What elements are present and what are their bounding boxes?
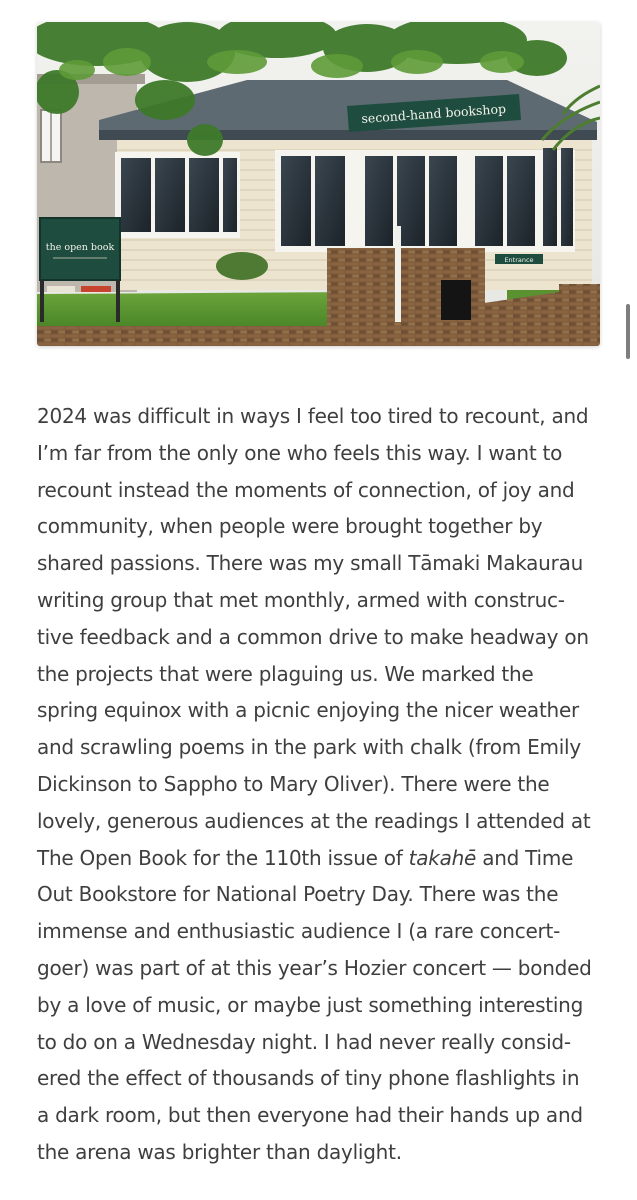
magazine-title: takahē bbox=[408, 845, 477, 870]
article-hero-image bbox=[37, 22, 600, 346]
article-line: the arena was brighter than daylight. bbox=[37, 1139, 402, 1164]
article-line: ered the effect of thousands of tiny phone flashlights in bbox=[37, 1066, 580, 1091]
article-line: recount instead the moments of connection, of joy and bbox=[37, 477, 575, 502]
article-line: shared passions. There was my small Tāmaki Makaurau bbox=[37, 551, 584, 576]
article-line: immense and enthusiastic audience I (a rare concert- bbox=[37, 919, 561, 944]
article-line: a dark room, but then everyone had their hands up and bbox=[37, 1103, 583, 1128]
article-line: community, when people were brought together by bbox=[37, 514, 543, 539]
article-line: lovely, generous audiences at the readings I attended at bbox=[37, 808, 591, 833]
scrollbar-thumb[interactable] bbox=[626, 304, 630, 359]
article-body bbox=[37, 398, 607, 1171]
front-sign-text: the open book bbox=[45, 242, 115, 253]
article-line: writing group that met monthly, armed with construc- bbox=[37, 587, 565, 612]
article-line: and scrawling poems in the park with chalk (from Emily bbox=[37, 735, 581, 760]
line-text-after: and Time bbox=[476, 845, 574, 870]
article-line: 2024 was difficult in ways I feel too tired to recount, and bbox=[37, 404, 589, 428]
article-line: by a love of music, or maybe just something interesting bbox=[37, 992, 584, 1017]
article-line-with-emphasis bbox=[37, 840, 607, 877]
article-line: goer) was part of at this year’s Hozier concert — bonded bbox=[37, 955, 592, 980]
entrance-sign-text: Entrance bbox=[504, 256, 534, 264]
shop-sign-text: second-hand bookshop bbox=[360, 100, 507, 127]
line-text-before: The Open Book for the 110th issue of bbox=[37, 845, 409, 870]
article-line: I’m far from the only one who feels this way. I want to bbox=[37, 440, 563, 465]
article-line: the projects that were plaguing us. We marked the bbox=[37, 661, 534, 686]
article-line: tive feedback and a common drive to make headway on bbox=[37, 624, 589, 649]
bookshop-photo bbox=[37, 22, 600, 346]
article-line: to do on a Wednesday night. I had never really consid- bbox=[37, 1029, 571, 1054]
article-line: Out Bookstore for National Poetry Day. There was the bbox=[37, 882, 559, 907]
article-line: Dickinson to Sappho to Mary Oliver). There were the bbox=[37, 771, 550, 796]
article-line: spring equinox with a picnic enjoying the nicer weather bbox=[37, 698, 579, 723]
